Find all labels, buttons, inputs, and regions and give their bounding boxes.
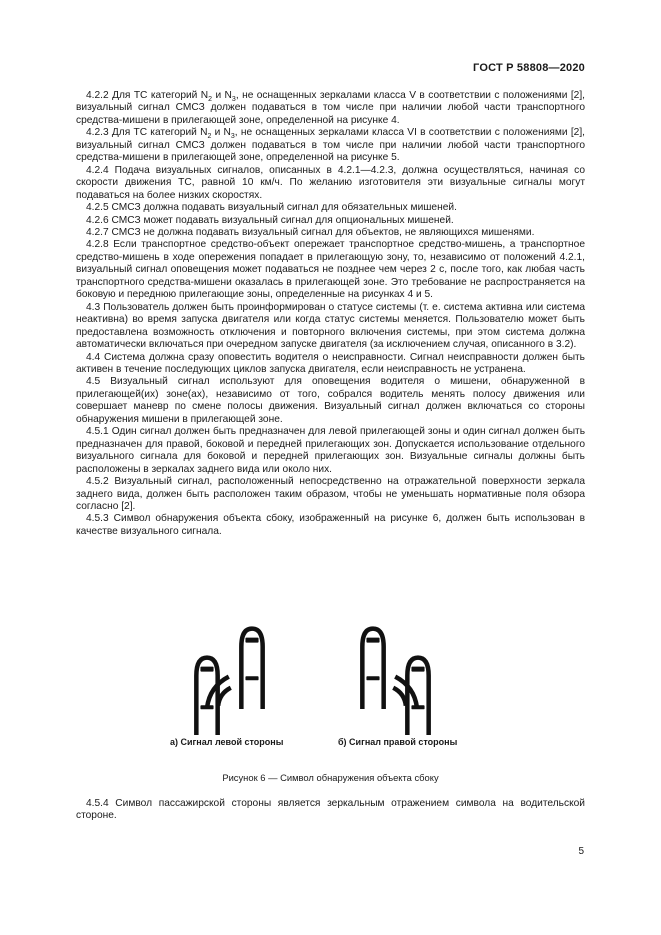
figure-6-symbols [76, 615, 585, 735]
paragraph-4-2-6: 4.2.6 СМСЗ может подавать визуальный сигнал для опциональных мишеней. [86, 214, 454, 226]
paragraph-4-5: 4.5 Визуальный сигнал используют для оповещения водителя о мишени, обнаруженной в прилегающей(их) зоне(ах), независимо от того, собрался водитель менять полосу движения или совершает маневр по смене полосы движения. Визуальный сигнал должен включаться со стороны обнаружения мишени в прилегающей зоне. [76, 376, 585, 425]
paragraph-4-2-2: 4.2.2 Для ТС категорий $N_2$ и $N_3$, не оснащенных зеркалами класса V в соответствии с положениями [2], визуальный сигнал СМСЗ должен подаваться в том числе при наличии любой части транспортного средства-мишени в прилегающей зоне, определенной на рисунке 4. [76, 90, 585, 126]
subject-car-icon [196, 658, 217, 735]
paragraph-4-5-3: 4.5.3 Символ обнаружения объекта сбоку, изображенный на рисунке 6, должен быть использован в качестве визуального сигнала. [76, 513, 585, 537]
figure-caption: Рисунок 6 — Символ обнаружения объекта сбоку [222, 772, 439, 783]
figure-6 [76, 615, 585, 785]
subcaption-right-side: б) Сигнал правой стороны [338, 737, 458, 747]
paragraph-4-5-1: 4.5.1 Один сигнал должен быть предназначен для левой прилегающей зоны и один сигнал должен быть предназначен для правой, боковой и передней прилегающих зон. Допускается использование отдельного визуального сигнала для боковой и передней прилегающих зон. Визуальные сигналы должны быть расположены в зеркалах заднего вида или около них. [76, 426, 585, 475]
target-car-icon [241, 629, 262, 709]
right-side-signal-icon [362, 629, 428, 735]
paragraph-4-5-4: 4.5.4 Символ пассажирской стороны является зеркальным отражением символа на водительской стороне. [76, 798, 585, 822]
paragraph-4-2-8: 4.2.8 Если транспортное средство-объект опережает транспортное средство-мишень, а транспортное средство-мишень в ходе опережения попадает в прилегающую зону, то, независимо от положений 4.2.1, визуальный сигнал оповещения может подаваться не позднее чем через 2 с, после того, как любая часть транспортного средства-мишени оказалась в прилегающей зоне. Это требование не распространяется на боковую и переднюю прилегающие зоны, определенные на рисунках 4 и 5. [76, 239, 585, 301]
standard-number: ГОСТ Р 58808—2020 [473, 62, 585, 74]
paragraph-4-2-4: 4.2.4 Подача визуальных сигналов, описанных в 4.2.1—4.2.3, должна осуществляться, начиная со скорости движения ТС, равной 10 км/ч. По желанию изготовителя эти визуальные сигналы могут подаваться на более низких скоростях. [76, 164, 585, 201]
subcaption-left-side: а) Сигнал левой стороны [170, 737, 284, 747]
document-body-continued [76, 798, 585, 823]
document-body [76, 90, 585, 538]
paragraph-4-3: 4.3 Пользователь должен быть проинформирован о статусе системы (т. е. система активна или система неактивна) во время запуска двигателя или когда статус системы меняется. Пользователю может быть предоставлена возможность отключения и повторного включения системы, при этом система должна автоматически включаться при очередном запуске двигателя (за исключением случая, описанного в 3.2). [76, 301, 585, 351]
paragraph-4-5-2: 4.5.2 Визуальный сигнал, расположенный непосредственно на отражательной поверхности зеркала заднего вида, должен быть расположен таким образом, чтобы не уменьшать нормативные поля обзора согласно [2]. [76, 476, 585, 512]
document-header [473, 62, 585, 74]
paragraph-4-2-3: 4.2.3 Для ТС категорий $N_2$ и $N_3$, не оснащенных зеркалами класса VI в соответствии с положениями [2], визуальный сигнал СМСЗ должен подаваться в том числе при наличии любой части транспортного средства-мишени в прилегающей зоне, определенной на рисунке 5. [76, 127, 585, 164]
left-side-signal-icon [196, 629, 262, 735]
page-number: 5 [578, 846, 584, 857]
paragraph-4-2-5: 4.2.5 СМСЗ должна подавать визуальный сигнал для обязательных мишеней. [86, 202, 457, 214]
paragraph-4-4: 4.4 Система должна сразу оповестить водителя о неисправности. Сигнал неисправности должен быть активен в течение последующих циклов запуска двигателя, если неисправность не устранена. [76, 351, 585, 375]
paragraph-4-2-7: 4.2.7 СМСЗ не должна подавать визуальный сигнал для объектов, не являющихся мишенями. [86, 226, 535, 238]
target-car-icon [362, 629, 383, 709]
subject-car-icon [407, 658, 428, 735]
